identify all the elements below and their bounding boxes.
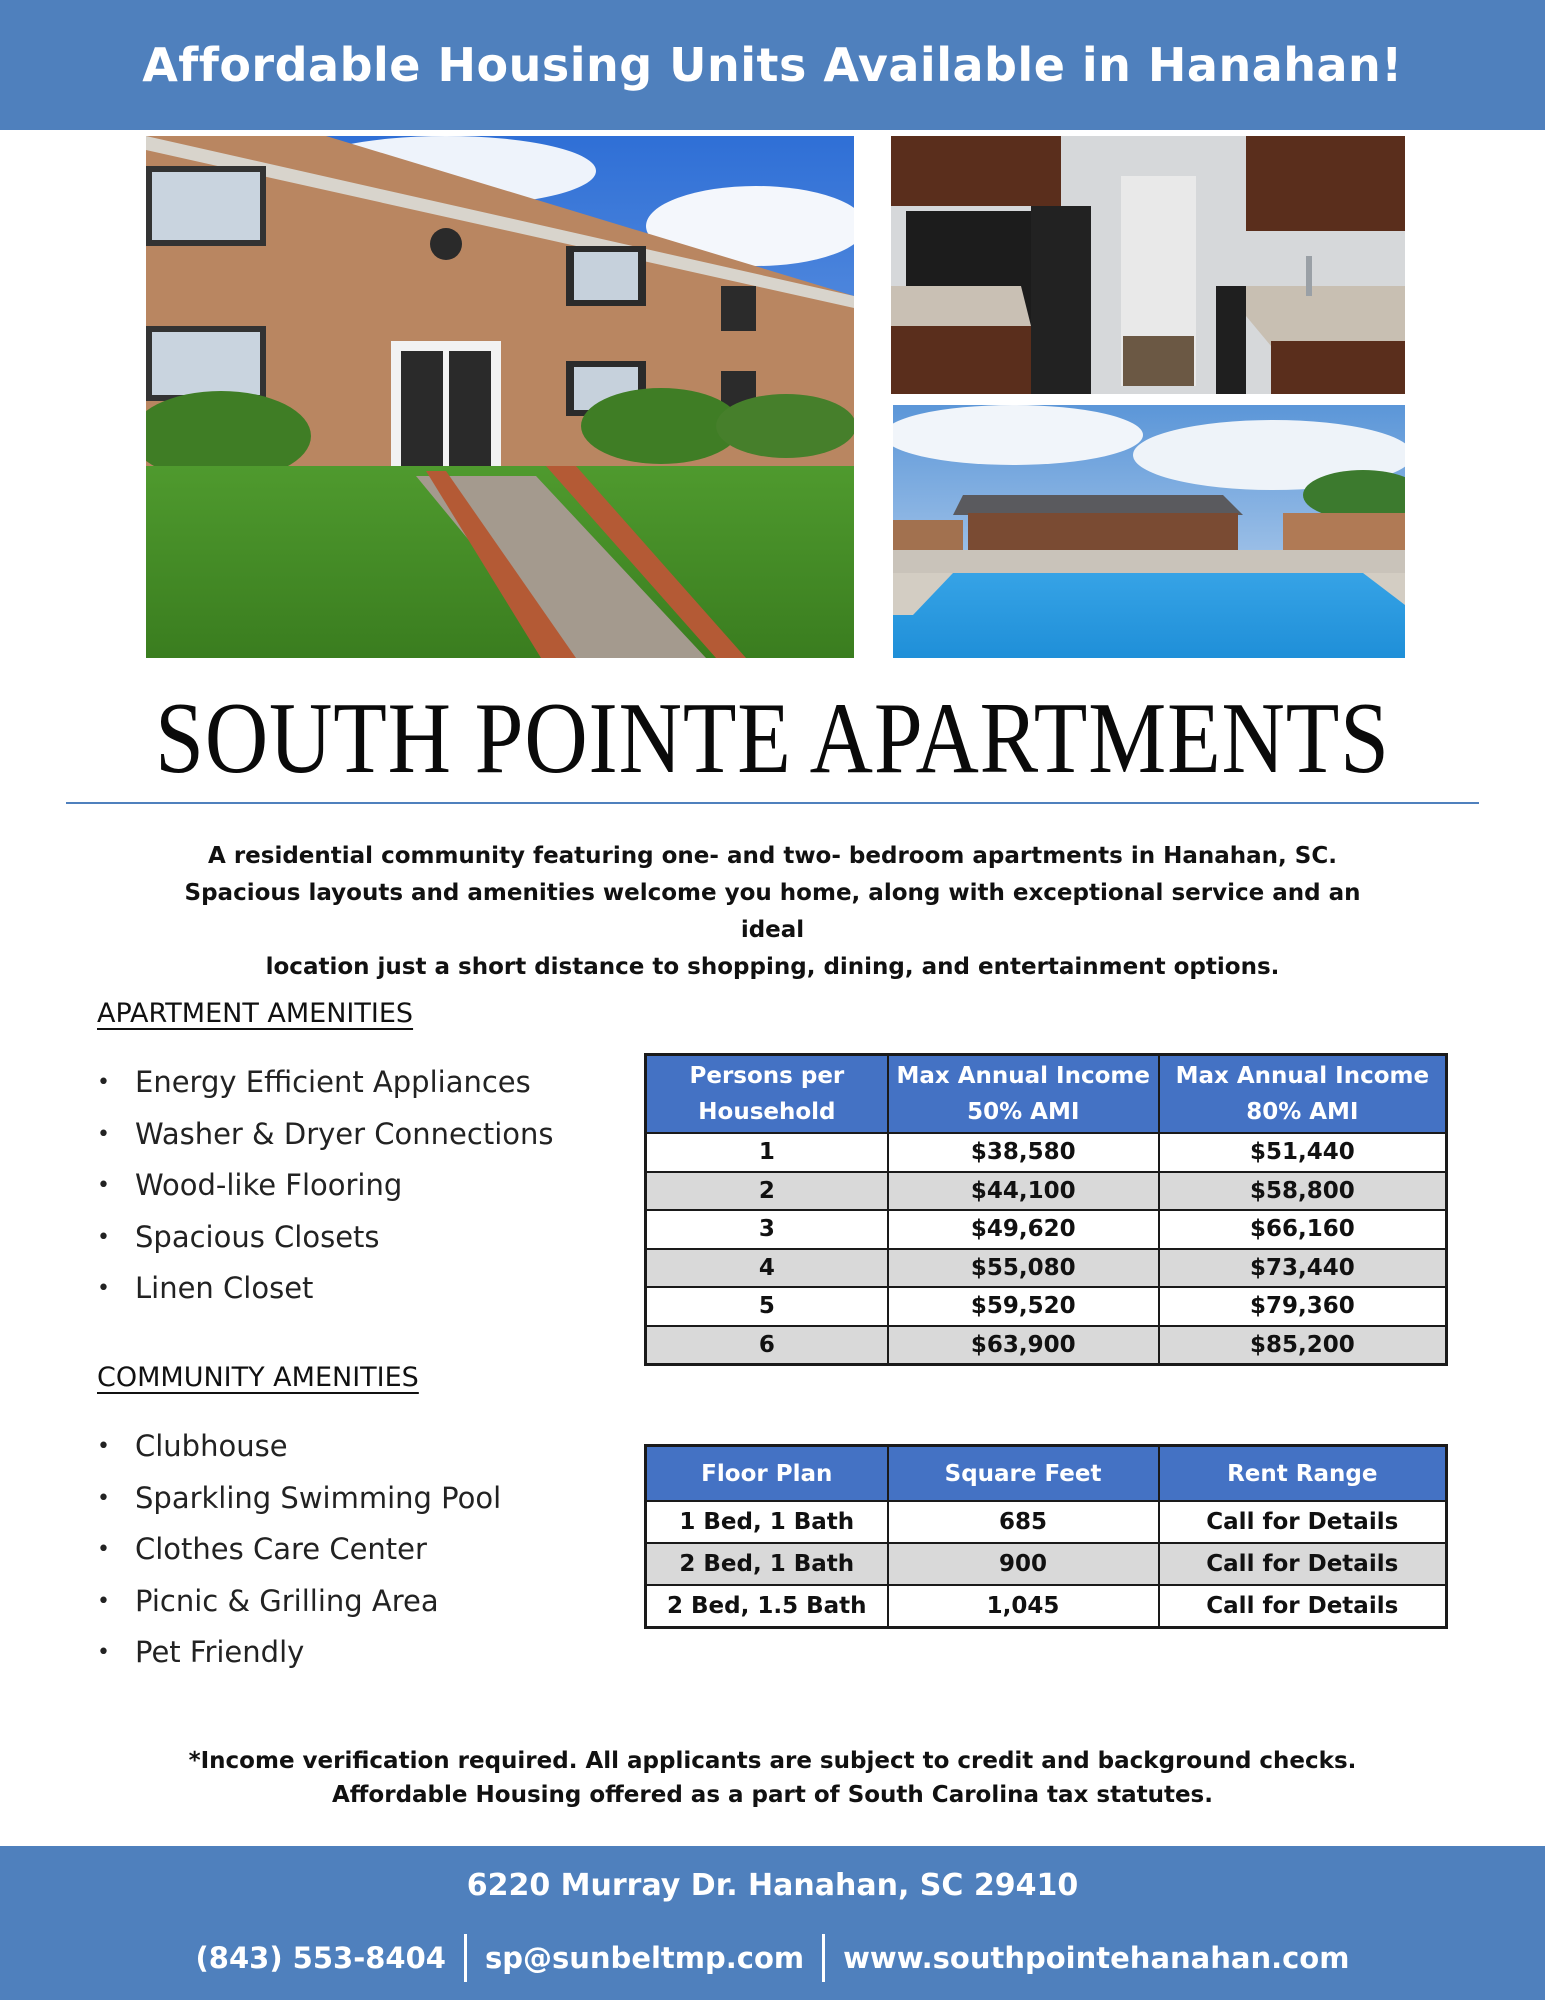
income-limits-table xyxy=(644,1053,1448,1366)
list-item xyxy=(97,1576,501,1628)
list-item xyxy=(97,1057,554,1109)
table-cell: $55,080 xyxy=(888,1249,1159,1288)
community-amenities-list xyxy=(97,1421,501,1679)
table-cell: 1 xyxy=(646,1133,888,1172)
bullet-icon: • xyxy=(97,1121,110,1147)
bullet-icon: • xyxy=(97,1276,110,1301)
table-cell: $59,520 xyxy=(888,1287,1159,1326)
column-header xyxy=(646,1055,888,1134)
floor-plan-table xyxy=(644,1444,1448,1629)
table-cell: Call for Details xyxy=(1159,1585,1447,1628)
table-cell: 4 xyxy=(646,1249,888,1288)
pool-photo xyxy=(893,405,1405,658)
amenity-label: Clothes Care Center xyxy=(135,1532,427,1566)
bullet-icon: • xyxy=(97,1537,110,1562)
table-cell: 3 xyxy=(646,1210,888,1249)
bullet-icon: • xyxy=(97,1588,110,1614)
header-line: Max Annual Income xyxy=(1175,1063,1430,1089)
table-cell: $66,160 xyxy=(1159,1210,1447,1249)
footer-contact xyxy=(0,1934,1545,1982)
table-cell: Call for Details xyxy=(1159,1543,1447,1585)
kitchen-photo xyxy=(891,136,1405,394)
disclaimer-line: *Income verification required. All applicants are subject to credit and background checks. xyxy=(188,1748,1357,1774)
table-row xyxy=(646,1249,1447,1288)
apartment-amenities-list xyxy=(97,1057,554,1315)
banner-title: Affordable Housing Units Available in Hanahan! xyxy=(142,38,1403,92)
table-cell: 900 xyxy=(888,1543,1159,1585)
table-row xyxy=(646,1585,1447,1628)
divider xyxy=(464,1934,467,1982)
bullet-icon: • xyxy=(97,1640,110,1665)
table-row xyxy=(646,1326,1447,1365)
list-item xyxy=(97,1627,501,1679)
amenity-label: Washer & Dryer Connections xyxy=(135,1116,554,1151)
bullet-icon: • xyxy=(97,1070,110,1095)
footer xyxy=(0,1846,1545,2000)
list-item xyxy=(97,1160,554,1212)
table-cell: $49,620 xyxy=(888,1210,1159,1249)
amenity-label: Picnic & Grilling Area xyxy=(135,1583,439,1618)
table-cell: $38,580 xyxy=(888,1133,1159,1172)
table-cell: $73,440 xyxy=(1159,1249,1447,1288)
table-row xyxy=(646,1210,1447,1249)
table-row xyxy=(646,1287,1447,1326)
table-cell: 5 xyxy=(646,1287,888,1326)
column-header xyxy=(888,1055,1159,1134)
top-banner xyxy=(0,0,1545,130)
community-amenities-heading: COMMUNITY AMENITIES xyxy=(97,1362,419,1393)
table-cell: $44,100 xyxy=(888,1172,1159,1211)
amenity-label: Spacious Closets xyxy=(135,1219,380,1254)
header-line: Max Annual Income xyxy=(896,1063,1150,1089)
building-exterior-photo xyxy=(146,136,854,658)
column-header: Rent Range xyxy=(1159,1446,1447,1502)
title-divider xyxy=(66,802,1479,804)
website-link[interactable]: www.southpointehanahan.com xyxy=(843,1941,1350,1975)
list-item xyxy=(97,1524,501,1576)
table-row xyxy=(646,1133,1447,1172)
table-cell: 2 xyxy=(646,1172,888,1211)
column-header: Square Feet xyxy=(888,1446,1159,1502)
list-item xyxy=(97,1212,554,1264)
intro-line: A residential community featuring one- and two- bedroom apartments in Hanahan, SC. xyxy=(208,843,1337,869)
intro-line: Spacious layouts and amenities welcome you home, along with exceptional service and an ideal xyxy=(184,880,1361,943)
bullet-icon: • xyxy=(97,1173,110,1198)
table-row xyxy=(646,1543,1447,1585)
list-item xyxy=(97,1109,554,1161)
amenity-label: Pet Friendly xyxy=(135,1635,305,1669)
table-row xyxy=(646,1172,1447,1211)
apartment-amenities-heading: APARTMENT AMENITIES xyxy=(97,998,414,1029)
intro-line: location just a short distance to shopping, dining, and entertainment options. xyxy=(265,954,1280,980)
table-cell: 6 xyxy=(646,1326,888,1365)
amenity-label: Clubhouse xyxy=(135,1429,288,1463)
disclaimer xyxy=(150,1744,1395,1812)
intro-paragraph xyxy=(150,838,1395,986)
table-cell: 1 Bed, 1 Bath xyxy=(646,1501,888,1543)
amenity-label: Energy Efficient Appliances xyxy=(135,1065,531,1099)
table-cell: 1,045 xyxy=(888,1585,1159,1628)
phone-link[interactable]: (843) 553-8404 xyxy=(195,1941,446,1975)
table-cell: $58,800 xyxy=(1159,1172,1447,1211)
table-cell: $51,440 xyxy=(1159,1133,1447,1172)
table-cell: Call for Details xyxy=(1159,1501,1447,1543)
amenity-label: Linen Closet xyxy=(135,1271,314,1305)
table-header-row xyxy=(646,1446,1447,1502)
header-line: Household xyxy=(698,1099,836,1125)
divider xyxy=(822,1934,825,1982)
header-line: Persons per xyxy=(689,1063,845,1089)
table-cell: $79,360 xyxy=(1159,1287,1447,1326)
disclaimer-line: Affordable Housing offered as a part of South Carolina tax statutes. xyxy=(332,1782,1213,1808)
page-title: SOUTH POINTE APARTMENTS xyxy=(155,682,1390,795)
table-cell: $85,200 xyxy=(1159,1326,1447,1365)
amenity-label: Wood-like Flooring xyxy=(135,1168,403,1202)
footer-address: 6220 Murray Dr. Hanahan, SC 29410 xyxy=(466,1868,1079,1903)
column-header: Floor Plan xyxy=(646,1446,888,1502)
table-header-row xyxy=(646,1055,1447,1134)
table-row xyxy=(646,1501,1447,1543)
bullet-icon: • xyxy=(97,1224,110,1250)
amenity-label: Sparkling Swimming Pool xyxy=(135,1480,502,1515)
header-line: 50% AMI xyxy=(967,1099,1080,1125)
bullet-icon: • xyxy=(97,1434,110,1459)
list-item xyxy=(97,1263,554,1315)
table-cell: $63,900 xyxy=(888,1326,1159,1365)
email-link[interactable]: sp@sunbeltmp.com xyxy=(484,1941,805,1975)
column-header xyxy=(1159,1055,1447,1134)
list-item xyxy=(97,1421,501,1473)
table-cell: 685 xyxy=(888,1501,1159,1543)
bullet-icon: • xyxy=(97,1485,110,1511)
table-cell: 2 Bed, 1 Bath xyxy=(646,1543,888,1585)
table-cell: 2 Bed, 1.5 Bath xyxy=(646,1585,888,1628)
header-line: 80% AMI xyxy=(1246,1099,1359,1125)
list-item xyxy=(97,1473,501,1525)
